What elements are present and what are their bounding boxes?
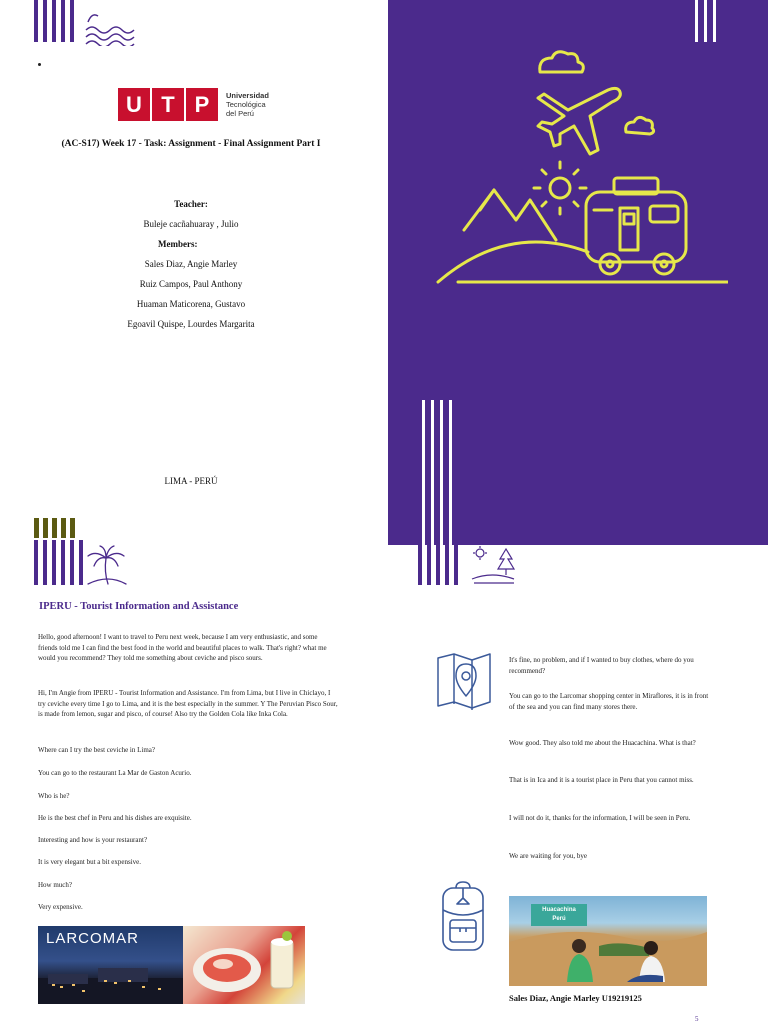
member-name: Ruiz Campos, Paul Anthony xyxy=(139,279,243,289)
palm-tree-icon xyxy=(86,544,128,586)
ceviche-photo xyxy=(183,926,305,1004)
logo-name-line: del Perú xyxy=(226,109,254,118)
dialog-paragraph: Interesting and how is your restaurant? xyxy=(38,836,148,844)
decorative-stripes xyxy=(422,400,452,545)
sun-tree-icon xyxy=(470,545,516,585)
backpack-icon xyxy=(440,880,486,952)
logo-letter: P xyxy=(186,88,218,121)
logo-letter: U xyxy=(118,88,150,121)
dialog-paragraph: You can go to the restaurant La Mar de Gaston Acurio. xyxy=(38,769,192,777)
dialog-paragraph: We are waiting for you, bye xyxy=(509,852,587,860)
map-pin-icon xyxy=(436,652,492,710)
waves-icon xyxy=(84,8,136,46)
member-name: Huaman Maticorena, Gustavo xyxy=(136,299,246,309)
dialog-paragraph: Wow good. They also told me about the Huacachina. What is that? xyxy=(509,739,696,747)
dialog-paragraph: You can go to the Larcomar shopping center in Miraflores, it is in front of the sea and you can find many stores there. xyxy=(509,692,709,711)
author-line: Sales Diaz, Angie Marley U19219125 xyxy=(509,993,642,1003)
logo-name-line: Universidad xyxy=(226,91,269,100)
dialog-paragraph: How much? xyxy=(38,881,73,889)
dialog-paragraph: Very expensive. xyxy=(38,903,83,911)
huacachina-badge-line: Perú xyxy=(552,916,566,922)
utp-logo xyxy=(118,88,269,121)
decorative-stripes xyxy=(418,545,458,585)
decorative-stripes xyxy=(34,518,75,538)
ceviche-graphic xyxy=(183,926,305,1004)
dialog-paragraph: He is the best chef in Peru and his dishes are exquisite. xyxy=(38,814,192,822)
dialog-paragraph: Who is he? xyxy=(38,792,70,800)
members-label: Members: xyxy=(158,239,198,249)
dialog-paragraph: Hi, I'm Angie from IPERU - Tourist Information and Assistance. I'm from Lima, but I live in Chiclayo, I try ceviche every time I go to Lima, and it is the best especially in the summer. Y The Peruvian Pisco Sour, is made from lemon, sugar and pisco, of course! Also try the Golden Cola like Inka Cola. xyxy=(38,689,338,718)
section-title: IPERU - Tourist Information and Assistance xyxy=(39,601,239,612)
larcomar-photo xyxy=(38,926,183,1004)
dialog-paragraph: I will not do it, thanks for the information, I will be seen in Peru. xyxy=(509,814,691,822)
huacachina-photo xyxy=(509,896,707,986)
dialog-paragraph: It's fine, no problem, and if I wanted to buy clothes, where do you recommend? xyxy=(509,656,694,675)
logo-name-line: Tecnológica xyxy=(226,100,266,109)
bullet-dot xyxy=(38,63,41,66)
larcomar-photo-label: LARCOMAR xyxy=(46,930,140,947)
logo-letter: T xyxy=(152,88,184,121)
member-name: Egoavil Quispe, Lourdes Margarita xyxy=(127,319,255,329)
huacachina-badge-line: Huacachina xyxy=(542,907,576,913)
desert-people-graphic xyxy=(509,896,707,986)
course-title: (AC-S17) Week 17 - Task: Assignment - Final Assignment Part I xyxy=(61,139,321,149)
cityscape-graphic xyxy=(38,960,183,1004)
dialog-paragraph: Where can I try the best ceviche in Lima? xyxy=(38,746,155,754)
dialog-paragraph: That is in Ica and it is a tourist place in Peru that you cannot miss. xyxy=(509,776,694,784)
teacher-name: Buleje cacñahuaray , Julio xyxy=(143,219,239,229)
dialog-paragraph: It is very elegant but a bit expensive. xyxy=(38,858,142,866)
decorative-stripes xyxy=(34,540,83,585)
purple-cover-panel xyxy=(388,0,768,545)
member-name: Sales Diaz, Angie Marley xyxy=(144,259,238,269)
travel-illustration xyxy=(428,40,728,290)
dialog-paragraph: Hello, good afternoon! I want to travel to Peru next week, because I am very enthusiastic, and some friends told me I can find the best food in the world and beautiful places to walk. That's right? what me would you recommend? They told me something about ceviche and pisco sours. xyxy=(38,633,327,662)
decorative-stripes xyxy=(695,0,716,42)
teacher-label: Teacher: xyxy=(174,199,208,209)
location-label: LIMA - PERÚ xyxy=(164,476,218,486)
page-number: 5 xyxy=(695,1015,699,1023)
decorative-stripes xyxy=(34,0,74,42)
